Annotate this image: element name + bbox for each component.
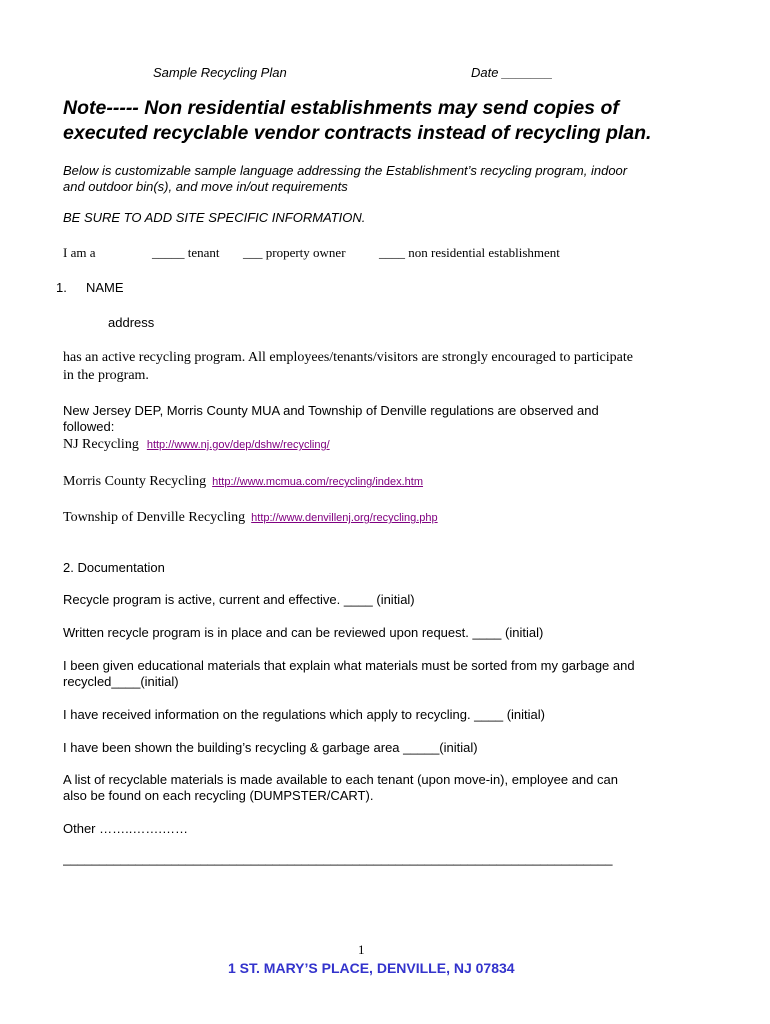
- note-line-1: Note----- Non residential establishments may send copies of: [63, 97, 619, 119]
- address-field: address: [108, 315, 155, 330]
- morris-recycling-label: Morris County Recycling: [63, 474, 207, 489]
- denville-recycling-link[interactable]: http://www.denvillenj.org/recycling.php: [251, 512, 438, 524]
- doc-item-materials-line-1: I been given educational materials that explain what materials must be sorted from my garbage and: [63, 658, 635, 673]
- date-field: Date _______: [471, 65, 553, 80]
- note-line-2: executed recyclable vendor contracts instead of recycling plan.: [63, 122, 652, 144]
- regulations-line-1: New Jersey DEP, Morris County MUA and Township of Denville regulations are observed and: [63, 403, 599, 418]
- morris-recycling-link[interactable]: http://www.mcmua.com/recycling/index.htm: [212, 476, 424, 488]
- denville-recycling-label: Township of Denville Recycling: [63, 510, 246, 525]
- site-specific-instruction: BE SURE TO ADD SITE SPECIFIC INFORMATION.: [63, 210, 366, 225]
- denville-recycling-row: [63, 508, 438, 526]
- doc-item-written: Written recycle program is in place and can be reviewed upon request. ____ (initial): [63, 625, 544, 640]
- section-1-number: 1.: [56, 280, 67, 295]
- nj-recycling-row: [63, 435, 330, 453]
- intro-line-2: and outdoor bin(s), and move in/out requirements: [63, 179, 348, 194]
- doc-item-list-line-2: also be found on each recycling (DUMPSTER/CART).: [63, 788, 374, 803]
- role-establishment: ____ non residential establishment: [379, 245, 560, 260]
- program-line-1: has an active recycling program. All employees/tenants/visitors are strongly encouraged to participate: [63, 350, 633, 365]
- page-number: 1: [358, 942, 365, 957]
- document-title: Sample Recycling Plan: [153, 65, 287, 80]
- program-line-2: in the program.: [63, 368, 149, 383]
- morris-recycling-row: [63, 472, 423, 490]
- intro-line-1: Below is customizable sample language addressing the Establishment’s recycling program, indoor: [63, 163, 628, 178]
- role-label: I am a: [63, 245, 96, 260]
- role-tenant: _____ tenant: [152, 245, 220, 260]
- doc-item-list-line-1: A list of recyclable materials is made available to each tenant (upon move-in), employee and can: [63, 772, 618, 787]
- role-property-owner: ___ property owner: [243, 245, 346, 260]
- regulations-line-2: followed:: [63, 419, 115, 434]
- doc-item-garbage-area: I have been shown the building’s recycling & garbage area _____(initial): [63, 740, 478, 755]
- doc-item-active: Recycle program is active, current and effective. ____ (initial): [63, 592, 415, 607]
- doc-item-materials-line-2: recycled____(initial): [63, 674, 179, 689]
- blank-line: ____________________________________________________________________________: [63, 851, 613, 866]
- nj-recycling-link[interactable]: http://www.nj.gov/dep/dshw/recycling/: [146, 439, 330, 451]
- footer-address: 1 ST. MARY’S PLACE, DENVILLE, NJ 07834: [228, 960, 515, 976]
- doc-item-regulations: I have received information on the regulations which apply to recycling. ____ (initial): [63, 707, 545, 722]
- other-field: Other ……..…….……: [63, 821, 188, 836]
- documentation-heading: 2. Documentation: [63, 560, 165, 575]
- name-field: NAME: [86, 280, 124, 295]
- nj-recycling-label: NJ Recycling: [63, 437, 139, 452]
